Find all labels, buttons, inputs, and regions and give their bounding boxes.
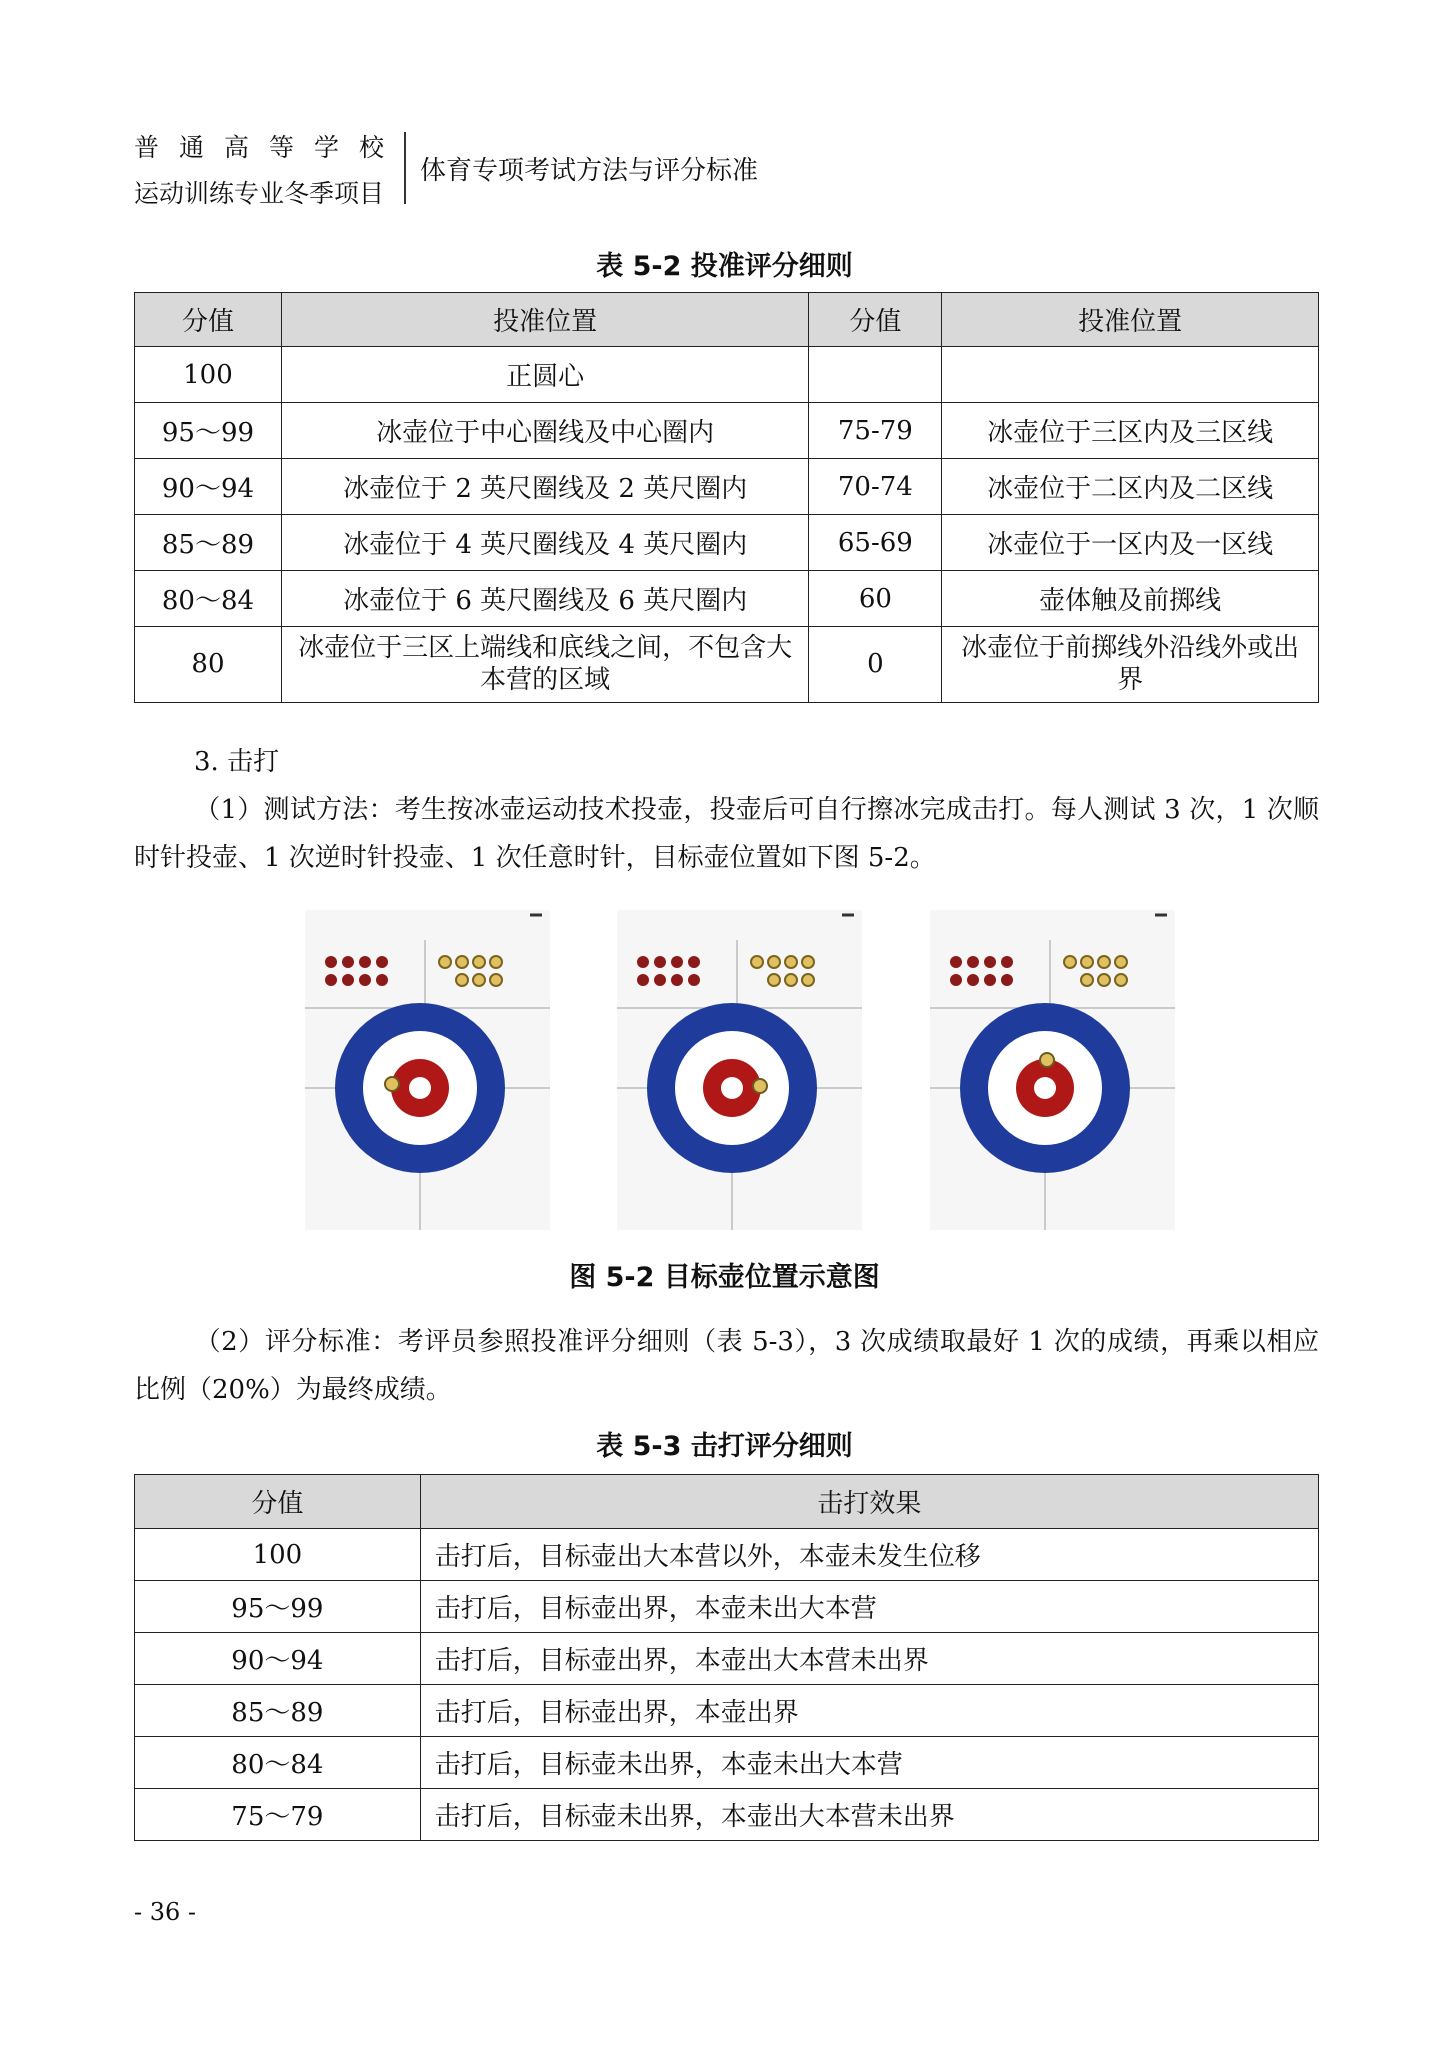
position-cell: 冰壶位于二区内及二区线 <box>942 459 1319 515</box>
table-row <box>135 1581 1319 1633</box>
score-cell: 70-74 <box>809 459 942 515</box>
position-cell: 冰壶位于中心圈线及中心圈内 <box>281 403 809 459</box>
score-cell: 100 <box>135 1529 421 1581</box>
score-cell: 90～94 <box>135 1633 421 1685</box>
column-header: 击打效果 <box>420 1475 1318 1529</box>
header-line1: 普通高等学校 <box>134 133 405 162</box>
table-header-row <box>135 293 1319 347</box>
score-cell: 85～89 <box>135 1685 421 1737</box>
page-number: - 36 - <box>134 1898 197 1926</box>
table-header-row <box>135 1475 1319 1529</box>
score-cell: 95～99 <box>135 403 282 459</box>
position-cell: 壶体触及前掷线 <box>942 571 1319 627</box>
scoring-paragraph: （2）评分标准：考评员参照投准评分细则（表 5-3），3 次成绩取最好 1 次的成绩，再乘以相应比例（20%）为最终成绩。 <box>134 1327 1319 1405</box>
column-header: 投准位置 <box>281 293 809 347</box>
house-figure-svg <box>617 910 862 1230</box>
table-row <box>135 1529 1319 1581</box>
position-cell: 冰壶位于三区上端线和底线之间，不包含大本营的区域 <box>281 627 809 703</box>
column-header: 投准位置 <box>942 293 1319 347</box>
position-cell: 正圆心 <box>281 347 809 403</box>
effect-cell: 击打后，目标壶未出界，本壶出大本营未出界 <box>420 1789 1318 1841</box>
header-divider <box>404 132 406 204</box>
score-cell: 90～94 <box>135 459 282 515</box>
position-cell: 冰壶位于 6 英尺圈线及 6 英尺圈内 <box>281 571 809 627</box>
score-cell <box>809 347 942 403</box>
column-header: 分值 <box>135 1475 421 1529</box>
table2-caption: 表 5-3 击打评分细则 <box>596 1431 853 1462</box>
effect-cell: 击打后，目标壶出大本营以外，本壶未发生位移 <box>420 1529 1318 1581</box>
position-cell: 冰壶位于前掷线外沿线外或出界 <box>942 627 1319 703</box>
score-cell: 75-79 <box>809 403 942 459</box>
table-row <box>135 459 1319 515</box>
section-heading: 3. 击打 <box>194 747 280 777</box>
table-row <box>135 515 1319 571</box>
table-row <box>135 571 1319 627</box>
position-cell: 冰壶位于三区内及三区线 <box>942 403 1319 459</box>
position-cell: 冰壶位于 2 英尺圈线及 2 英尺圈内 <box>281 459 809 515</box>
table-5-2 <box>134 292 1319 703</box>
score-cell: 0 <box>809 627 942 703</box>
effect-cell: 击打后，目标壶未出界，本壶未出大本营 <box>420 1737 1318 1789</box>
table-row <box>135 1685 1319 1737</box>
score-cell: 80 <box>135 627 282 703</box>
position-cell: 冰壶位于一区内及一区线 <box>942 515 1319 571</box>
position-cell <box>942 347 1319 403</box>
table-row <box>135 1633 1319 1685</box>
effect-cell: 击打后，目标壶出界，本壶出界 <box>420 1685 1318 1737</box>
header-line2: 运动训练专业冬季项目 <box>134 179 385 208</box>
figure-caption: 图 5-2 目标壶位置示意图 <box>569 1262 880 1293</box>
header-title: 体育专项考试方法与评分标准 <box>420 156 759 186</box>
score-cell: 95～99 <box>135 1581 421 1633</box>
table-5-3 <box>134 1474 1319 1841</box>
house-figure-svg <box>305 910 550 1230</box>
score-cell: 85～89 <box>135 515 282 571</box>
score-cell: 65-69 <box>809 515 942 571</box>
table-row <box>135 403 1319 459</box>
table-row <box>135 627 1319 703</box>
table1-caption: 表 5-2 投准评分细则 <box>596 251 853 282</box>
score-cell: 80～84 <box>135 571 282 627</box>
position-cell: 冰壶位于 4 英尺圈线及 4 英尺圈内 <box>281 515 809 571</box>
header-left <box>134 128 405 210</box>
score-cell: 75～79 <box>135 1789 421 1841</box>
house-figure-svg <box>930 910 1175 1230</box>
house-diagram-1 <box>305 910 550 1230</box>
score-cell: 80～84 <box>135 1737 421 1789</box>
column-header: 分值 <box>809 293 942 347</box>
effect-cell: 击打后，目标壶出界，本壶未出大本营 <box>420 1581 1318 1633</box>
effect-cell: 击打后，目标壶出界，本壶出大本营未出界 <box>420 1633 1318 1685</box>
score-cell: 100 <box>135 347 282 403</box>
table-row <box>135 347 1319 403</box>
table-row <box>135 1789 1319 1841</box>
method-paragraph: （1）测试方法：考生按冰壶运动技术投壶，投壶后可自行擦冰完成击打。每人测试 3 次，1 次顺时针投壶、1 次逆时针投壶、1 次任意时针，目标壶位置如下图 5-2。 <box>134 795 1319 873</box>
column-header: 分值 <box>135 293 282 347</box>
house-diagram-2 <box>617 910 862 1230</box>
house-diagram-3 <box>930 910 1175 1230</box>
score-cell: 60 <box>809 571 942 627</box>
table-row <box>135 1737 1319 1789</box>
